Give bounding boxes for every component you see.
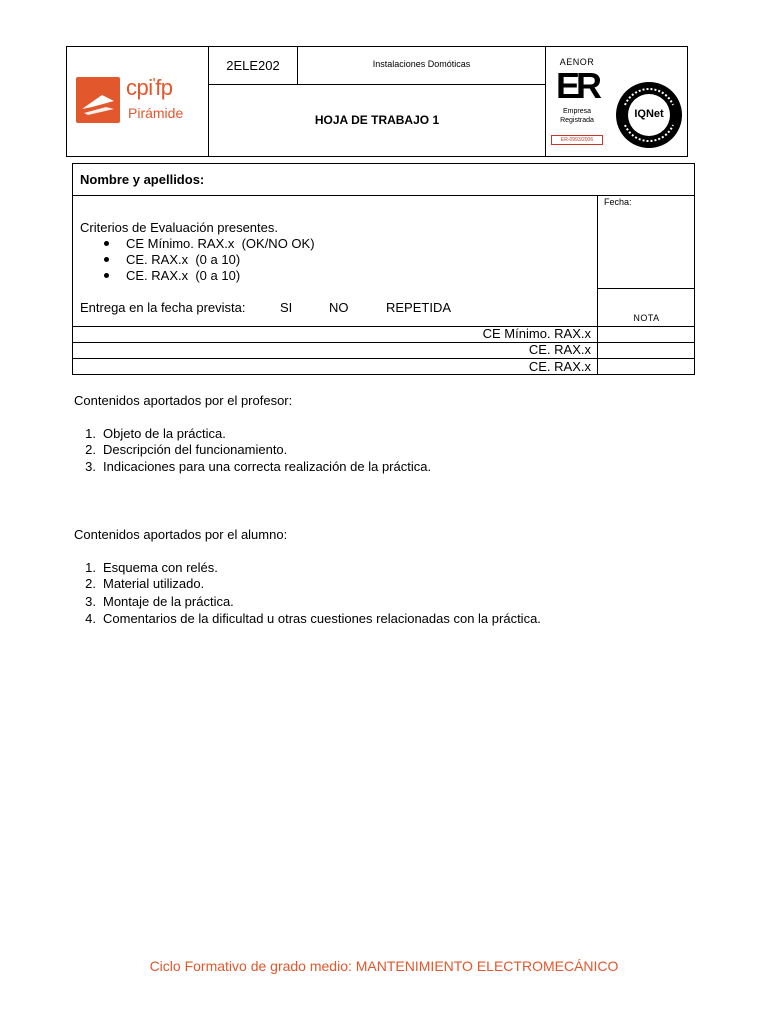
aenor-logo — [551, 57, 603, 145]
list-number: 1. — [85, 426, 96, 441]
aenor-mark: ER — [555, 65, 598, 106]
iqnet-mark: IQNet — [634, 108, 664, 120]
aenor-line1: Empresa — [562, 108, 591, 115]
grade-row-label: CE Mínimo. RAX.x — [482, 326, 591, 341]
list-item — [74, 426, 226, 441]
list-number: 3. — [85, 459, 96, 474]
list-number: 2. — [85, 442, 96, 457]
list-item — [74, 611, 541, 626]
form-divider — [597, 288, 695, 289]
list-item-text: Descripción del funcionamiento. — [103, 442, 288, 457]
aenor-code: ER-0993/2006 — [551, 135, 603, 145]
criteria-item — [104, 236, 315, 251]
logo-name: Pirámide — [128, 105, 184, 121]
list-item-text: Material utilizado. — [103, 576, 205, 591]
delivery-option-si: SI — [280, 300, 293, 315]
list-item-text: Esquema con relés. — [103, 560, 218, 575]
delivery-option-repetida: REPETIDA — [386, 300, 452, 315]
module-name: Instalaciones Domóticas — [372, 59, 471, 69]
logo-brand-suffix: fp — [155, 75, 173, 100]
list-item — [74, 594, 234, 609]
criteria-item — [104, 252, 240, 267]
bullet-icon — [104, 241, 109, 246]
list-number: 1. — [85, 560, 96, 575]
footer-text: Ciclo Formativo de grado medio: MANTENIMIENTO ELECTROMECÁNICO — [149, 958, 619, 974]
list-number: 2. — [85, 576, 96, 591]
aenor-title: AENOR — [559, 57, 595, 67]
list-item-text: Objeto de la práctica. — [103, 426, 226, 441]
list-item-text: Comentarios de la dificultad u otras cuestiones relacionadas con la práctica. — [103, 611, 541, 626]
list-item — [74, 459, 431, 474]
sheet-title: HOJA DE TRABAJO 1 — [314, 113, 440, 127]
header-divider — [208, 84, 545, 85]
bullet-icon — [104, 257, 109, 262]
criteria-item-text: CE. RAX.x (0 a 10) — [126, 252, 241, 267]
student-section-title: Contenidos aportados por el alumno: — [74, 527, 288, 542]
list-item — [74, 560, 218, 575]
list-number: 4. — [85, 611, 96, 626]
grade-row-label: CE. RAX.x — [528, 359, 591, 374]
aenor-line2: Registrada — [560, 117, 594, 124]
form-divider — [72, 195, 695, 196]
criteria-item-text: CE. RAX.x (0 a 10) — [126, 268, 241, 283]
logo-brand: cpi — [126, 75, 153, 100]
header-divider — [545, 46, 546, 157]
cpifp-logo — [76, 77, 206, 125]
date-label: Fecha: — [604, 197, 632, 207]
bullet-icon — [104, 273, 109, 278]
teacher-section-title: Contenidos aportados por el profesor: — [74, 393, 293, 408]
list-item — [74, 442, 287, 457]
criteria-item-text: CE Mínimo. RAX.x (OK/NO OK) — [126, 236, 315, 251]
form-divider — [597, 195, 598, 375]
list-number: 3. — [85, 594, 96, 609]
pyramid-icon — [76, 77, 120, 123]
list-item-text: Indicaciones para una correcta realización de la práctica. — [103, 459, 432, 474]
list-item — [74, 576, 204, 591]
delivery-label: Entrega en la fecha prevista: — [80, 300, 246, 315]
criteria-title: Criterios de Evaluación presentes. — [80, 220, 278, 235]
iqnet-seal — [615, 81, 683, 149]
delivery-option-no: NO — [329, 300, 349, 315]
list-item-text: Montaje de la práctica. — [103, 594, 234, 609]
grade-label: NOTA — [633, 313, 660, 323]
grade-row-label: CE. RAX.x — [528, 342, 591, 357]
logo-brand-tick: ' — [152, 76, 156, 93]
name-label: Nombre y apellidos: — [80, 172, 205, 187]
course-code: 2ELE202 — [226, 58, 280, 73]
criteria-item — [104, 268, 240, 283]
